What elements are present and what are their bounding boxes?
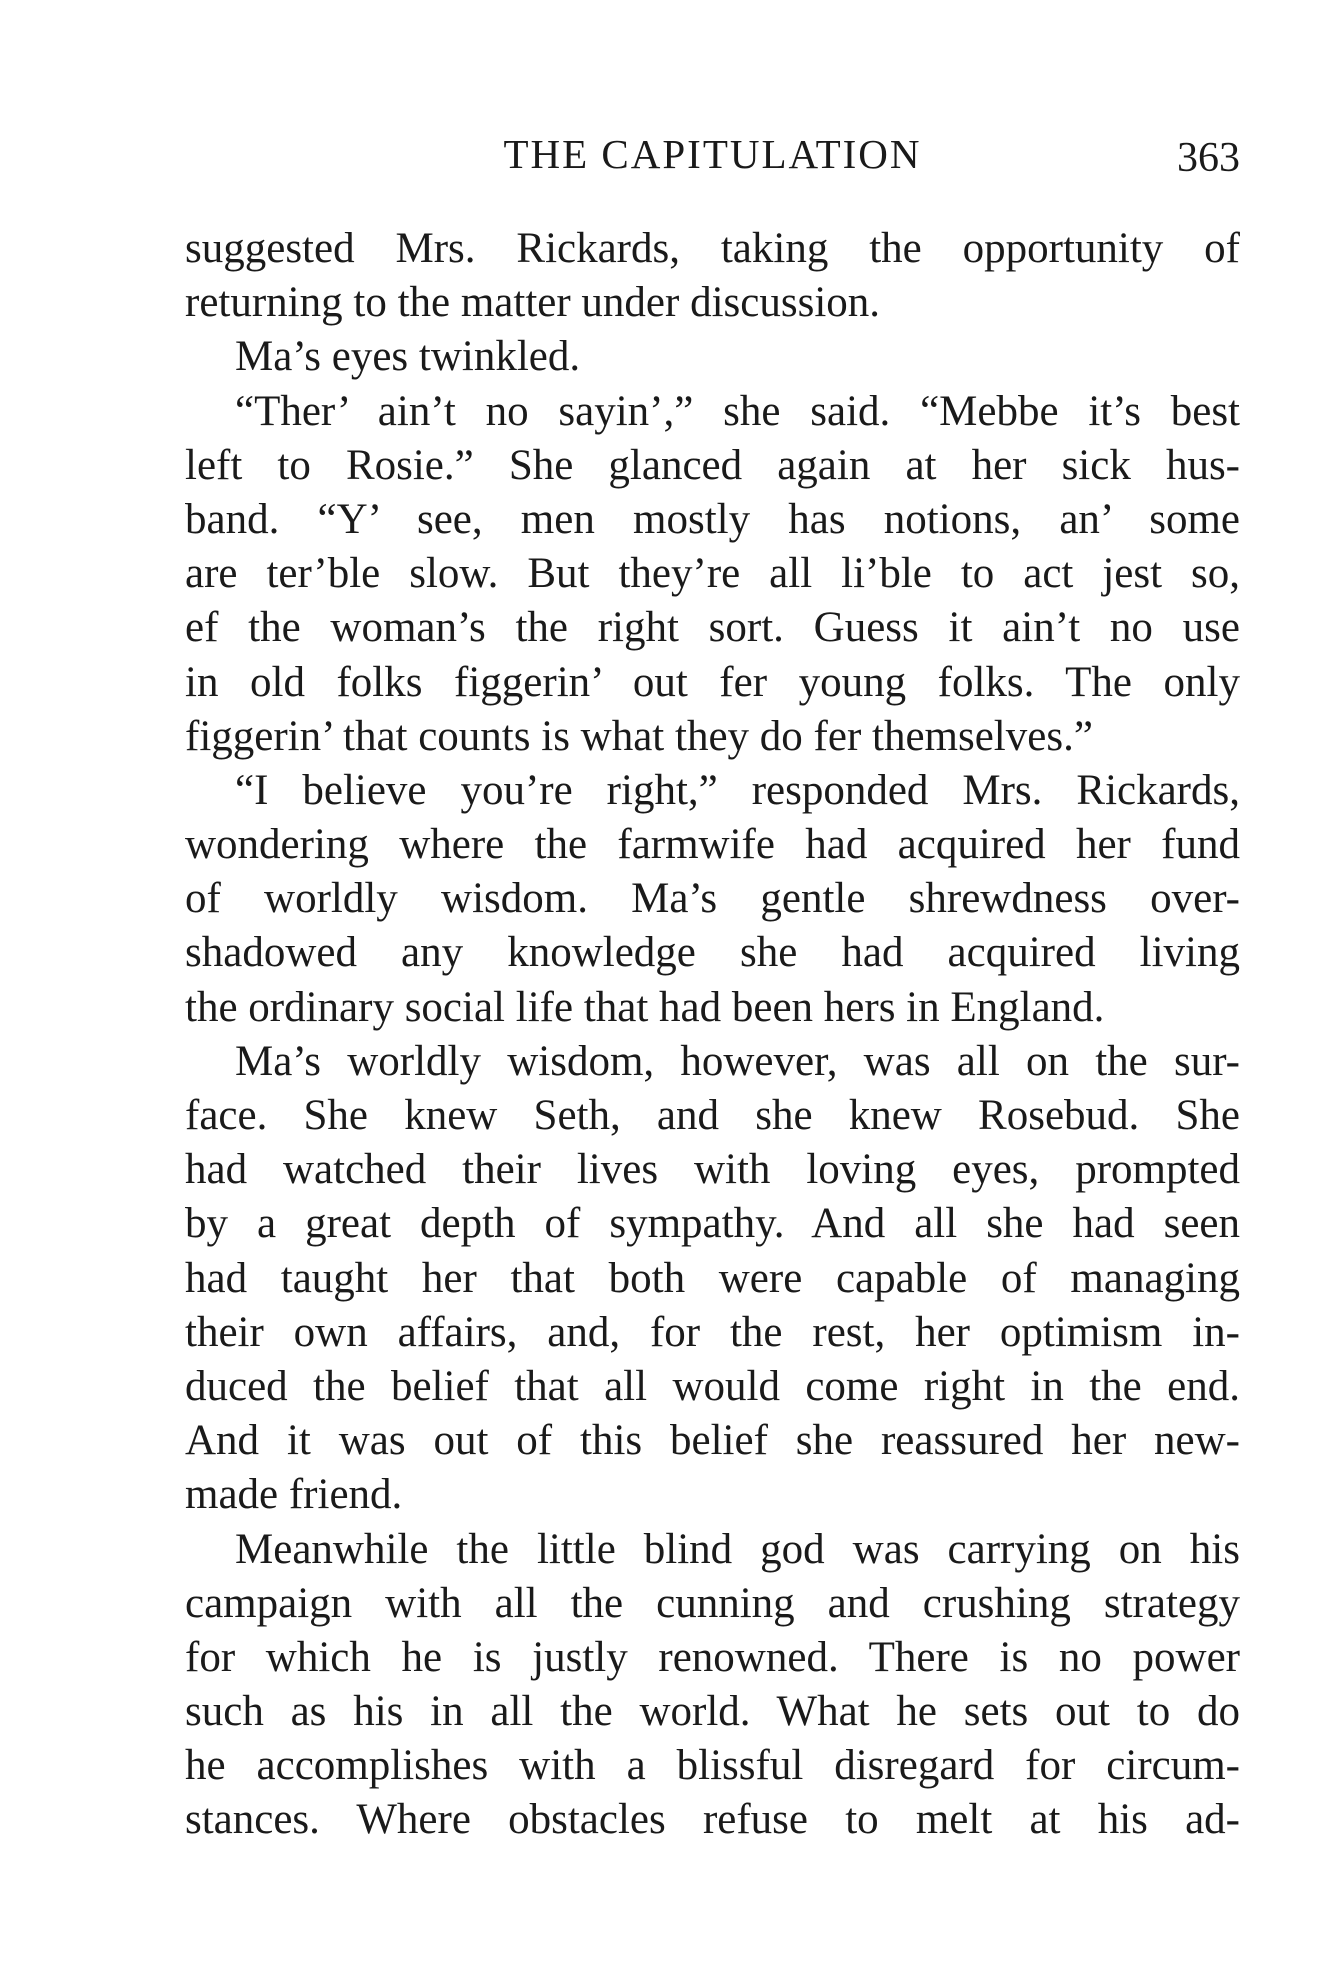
- text-line: in old folks figgerin’ out fer young folks. The only: [185, 658, 1240, 706]
- text-line: face. She knew Seth, and she knew Rosebud. She: [185, 1092, 1240, 1139]
- running-title: THE CAPITULATION: [503, 131, 922, 177]
- text-line: made friend.: [185, 1471, 403, 1519]
- body-text: [185, 222, 1240, 1848]
- text-line: Ma’s worldly wisdom, however, was all on the sur-: [235, 1037, 1240, 1085]
- text-line: the ordinary social life that had been hers in England.: [185, 983, 1105, 1031]
- page-number: 363: [1177, 135, 1240, 181]
- text-line: of worldly wisdom. Ma’s gentle shrewdness over-: [185, 875, 1240, 923]
- text-line: duced the belief that all would come right in the end.: [185, 1362, 1240, 1410]
- text-line: Meanwhile the little blind god was carrying on his: [235, 1525, 1240, 1573]
- text-line: returning to the matter under discussion.: [185, 279, 881, 327]
- text-line: had watched their lives with loving eyes, prompted: [185, 1146, 1240, 1194]
- text-line: had taught her that both were capable of managing: [185, 1254, 1240, 1302]
- text-line: left to Rosie.” She glanced again at her sick hus-: [185, 441, 1240, 489]
- running-head: [185, 124, 1240, 184]
- text-line: such as his in all the world. What he sets out to do: [185, 1688, 1240, 1736]
- text-line: for which he is justly renowned. There is no power: [185, 1633, 1240, 1681]
- text-line: band. “Y’ see, men mostly has notions, an’ some: [185, 495, 1240, 543]
- text-line: are ter’ble slow. But they’re all li’ble to act jest so,: [185, 550, 1240, 598]
- text-line: he accomplishes with a blissful disregard for circum-: [185, 1742, 1240, 1790]
- text-line: “I believe you’re right,” responded Mrs. Rickards,: [235, 766, 1240, 814]
- text-line: suggested Mrs. Rickards, taking the opportunity of: [185, 225, 1240, 272]
- text-line: shadowed any knowledge she had acquired living: [185, 929, 1240, 977]
- text-line: by a great depth of sympathy. And all she had seen: [185, 1200, 1240, 1248]
- text-line: their own affairs, and, for the rest, her optimism in-: [185, 1308, 1240, 1356]
- text-line: stances. Where obstacles refuse to melt at his ad-: [185, 1796, 1240, 1844]
- text-line: Ma’s eyes twinkled.: [235, 333, 581, 381]
- text-line: “Ther’ ain’t no sayin’,” she said. “Mebbe it’s best: [235, 387, 1240, 435]
- text-line: wondering where the farmwife had acquired her fund: [185, 821, 1240, 869]
- text-line: And it was out of this belief she reassured her new-: [185, 1417, 1240, 1465]
- text-line: figgerin’ that counts is what they do fer themselves.”: [185, 712, 1093, 760]
- text-line: campaign with all the cunning and crushing strategy: [185, 1579, 1240, 1627]
- text-line: ef the woman’s the right sort. Guess it ain’t no use: [185, 604, 1240, 652]
